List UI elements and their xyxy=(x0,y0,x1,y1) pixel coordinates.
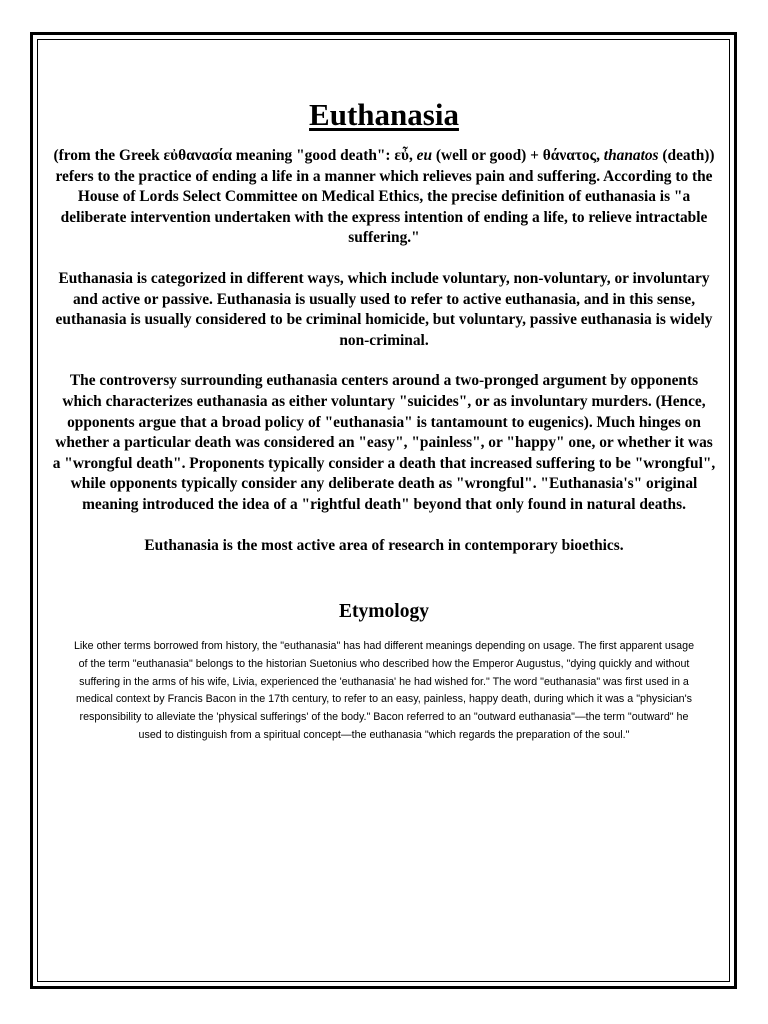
document-body xyxy=(52,58,716,745)
intro-text-3: (death)) refers to the practice of ending a life in a manner which relieves pain and suffering. According to the House of Lords Select Committee on Medical Ethics, the precise definition of euthanasia is "a deliberate intervention undertaken with the express intention of ending a life, to relieve intractable suffering." xyxy=(55,147,715,247)
intro-paragraph xyxy=(52,146,716,249)
categories-paragraph: Euthanasia is categorized in different ways, which include voluntary, non-voluntary, or involuntary and active or passive. Euthanasia is usually used to refer to active euthanasia, and in this sense, euthanasia is usually considered to be criminal homicide, but voluntary, passive euthanasia is widely non-criminal. xyxy=(55,269,713,349)
intro-text-1: (from the Greek εὐθανασία meaning "good death": εὖ, xyxy=(53,147,417,164)
etymology-paragraph: Like other terms borrowed from history, the "euthanasia" has had different meanings depending on usage. The first apparent usage of the term "euthanasia" belongs to the historian Suetonius who described how the Emperor Augustus, "dying quickly and without suffering in the arms of his wife, Livia, experienced the 'euthanasia' he had wished for." The word "euthanasia" was first used in a medical context by Francis Bacon in the 17th century, to refer to an easy, painless, happy death, during which it was a "physician's responsibility to alleviate the 'physical sufferings' of the body." Bacon referred to an "outward euthanasia"—the term "outward" he used to distinguish from a spiritual concept—the euthanasia "which regards the preparation of the soul." xyxy=(73,640,695,742)
intro-text-2: (well or good) + θάνατος, xyxy=(432,147,604,164)
bioethics-paragraph: Euthanasia is the most active area of research in contemporary bioethics. xyxy=(144,536,624,554)
intro-italic-thanatos: thanatos xyxy=(603,147,659,164)
controversy-paragraph: The controversy surrounding euthanasia centers around a two-pronged argument by opponents which characterizes euthanasia as either voluntary "suicides", or as involuntary murders. (Hence, opponents argue that a broad policy of "euthanasia" is tantamount to eugenics). Much hinges on whether a particular death was considered an "easy", "painless", or "happy" one, or whether it was a "wrongful death". Proponents typically consider a death that increased suffering to be "wrongful", while opponents typically consider any deliberate death as "wrongful". "Euthanasia's" original meaning introduced the idea of a "rightful death" beyond that only found in natural deaths. xyxy=(52,372,716,513)
document-title: Euthanasia xyxy=(309,97,459,132)
etymology-heading: Etymology xyxy=(339,601,429,623)
intro-italic-eu: eu xyxy=(416,147,433,164)
